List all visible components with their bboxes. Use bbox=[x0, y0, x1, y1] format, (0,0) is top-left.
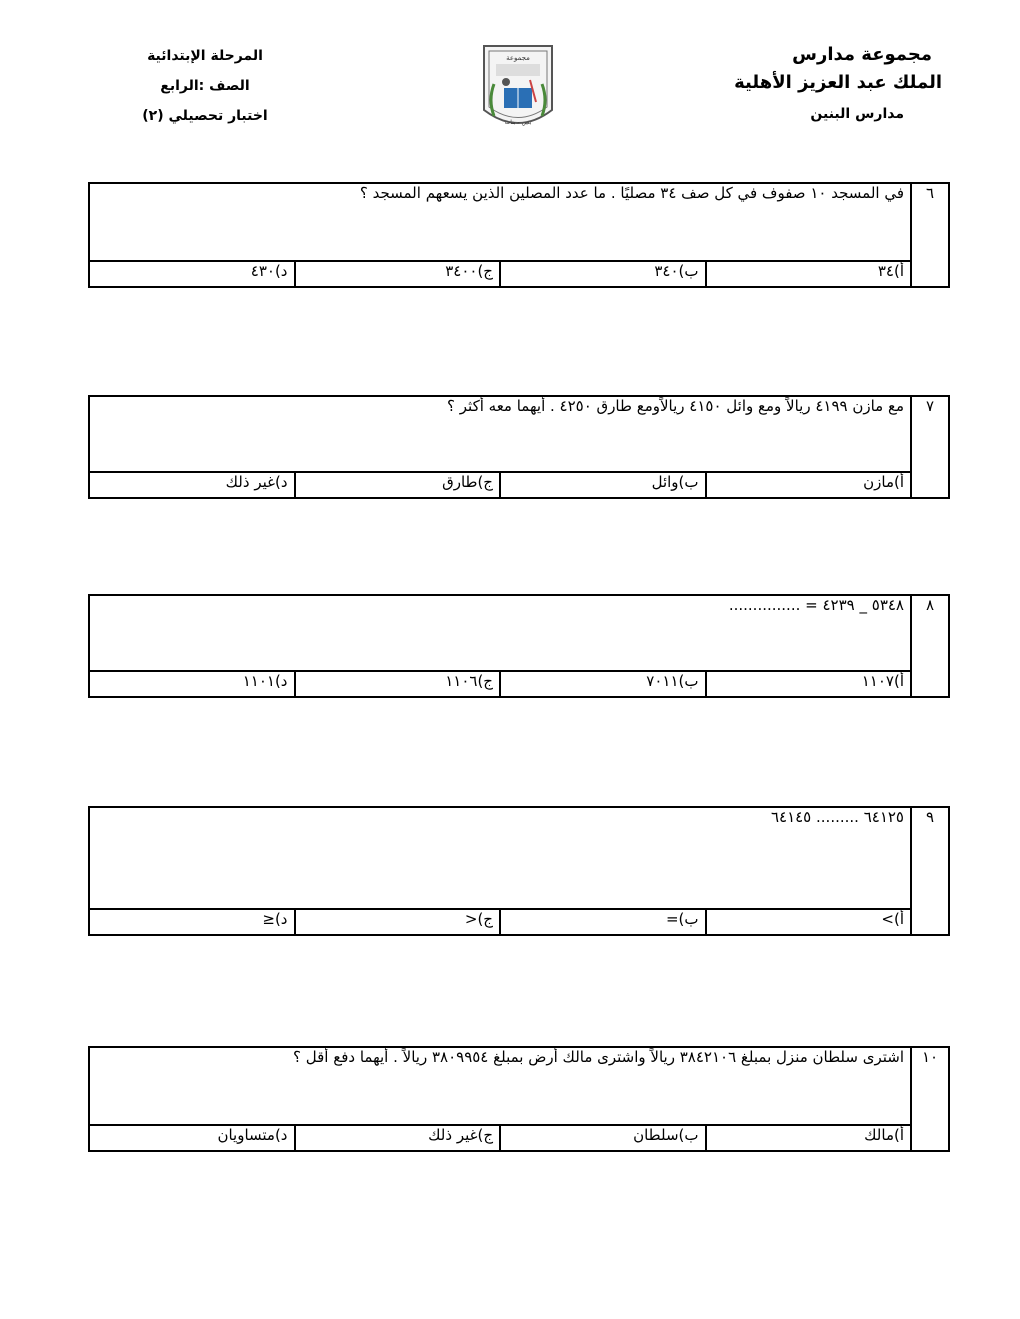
question-stem: ٦٤١٢٥ ......... ٦٤١٤٥ bbox=[89, 807, 911, 909]
option-b[interactable]: ب)وائل bbox=[500, 472, 706, 498]
option-d[interactable]: د)متساويان bbox=[89, 1125, 295, 1151]
option-b[interactable]: ب)٣٤٠ bbox=[500, 261, 706, 287]
option-b[interactable]: ب)٧٠١١ bbox=[500, 671, 706, 697]
option-c[interactable]: ج)١١٠٦ bbox=[295, 671, 501, 697]
option-a[interactable]: أ)٣٤ bbox=[706, 261, 912, 287]
grade-label: الصف :الرابع bbox=[160, 78, 250, 94]
question-number: ١٠ bbox=[911, 1047, 949, 1151]
option-a[interactable]: أ)> bbox=[706, 909, 912, 935]
option-a[interactable]: أ)١١٠٧ bbox=[706, 671, 912, 697]
option-c[interactable]: ج)٣٤٠٠ bbox=[295, 261, 501, 287]
logo-bottom-text: بنين - بنات bbox=[504, 119, 532, 126]
option-d[interactable]: د)≤ bbox=[89, 909, 295, 935]
school-logo bbox=[480, 40, 556, 132]
question-8 bbox=[88, 594, 950, 698]
option-b[interactable]: ب)= bbox=[500, 909, 706, 935]
question-9 bbox=[88, 806, 950, 936]
logo-top-text: مجموعة bbox=[506, 54, 530, 62]
question-number: ٩ bbox=[911, 807, 949, 935]
option-d[interactable]: د)١١٠١ bbox=[89, 671, 295, 697]
school-name: الملك عبد العزيز الأهلية bbox=[734, 72, 942, 93]
question-stem: في المسجد ١٠ صفوف في كل صف ٣٤ مصليًا . ما عدد المصلين الذين يسعهم المسجد ؟ bbox=[89, 183, 911, 261]
question-7 bbox=[88, 395, 950, 499]
question-10 bbox=[88, 1046, 950, 1152]
question-number: ٨ bbox=[911, 595, 949, 697]
option-d[interactable]: د)٤٣٠ bbox=[89, 261, 295, 287]
option-c[interactable]: ج)طارق bbox=[295, 472, 501, 498]
stage-label: المرحلة الإبتدائية bbox=[147, 48, 263, 64]
exam-title: اختبار تحصيلي (٢) bbox=[142, 108, 268, 124]
question-number: ٧ bbox=[911, 396, 949, 498]
option-d[interactable]: د)غير ذلك bbox=[89, 472, 295, 498]
option-c[interactable]: ج)غير ذلك bbox=[295, 1125, 501, 1151]
option-a[interactable]: أ)مالك bbox=[706, 1125, 912, 1151]
question-stem: مع مازن ٤١٩٩ ريالاً ومع وائل ٤١٥٠ ريالاًومع طارق ٤٢٥٠ . أيهما معه أكثر ؟ bbox=[89, 396, 911, 472]
school-branch: مدارس البنين bbox=[810, 106, 904, 122]
school-group-title: مجموعة مدارس bbox=[792, 44, 932, 65]
option-c[interactable]: ج)< bbox=[295, 909, 501, 935]
question-6 bbox=[88, 182, 950, 288]
option-a[interactable]: أ)مازن bbox=[706, 472, 912, 498]
option-b[interactable]: ب)سلطان bbox=[500, 1125, 706, 1151]
question-stem: اشترى سلطان منزل بمبلغ ٣٨٤٢١٠٦ ريالاً واشترى مالك أرض بمبلغ ٣٨٠٩٩٥٤ ريالاً . أيهما دفع أقل ؟ bbox=[89, 1047, 911, 1125]
question-stem: ٥٣٤٨ _ ٤٢٣٩ = ............... bbox=[89, 595, 911, 671]
question-number: ٦ bbox=[911, 183, 949, 287]
